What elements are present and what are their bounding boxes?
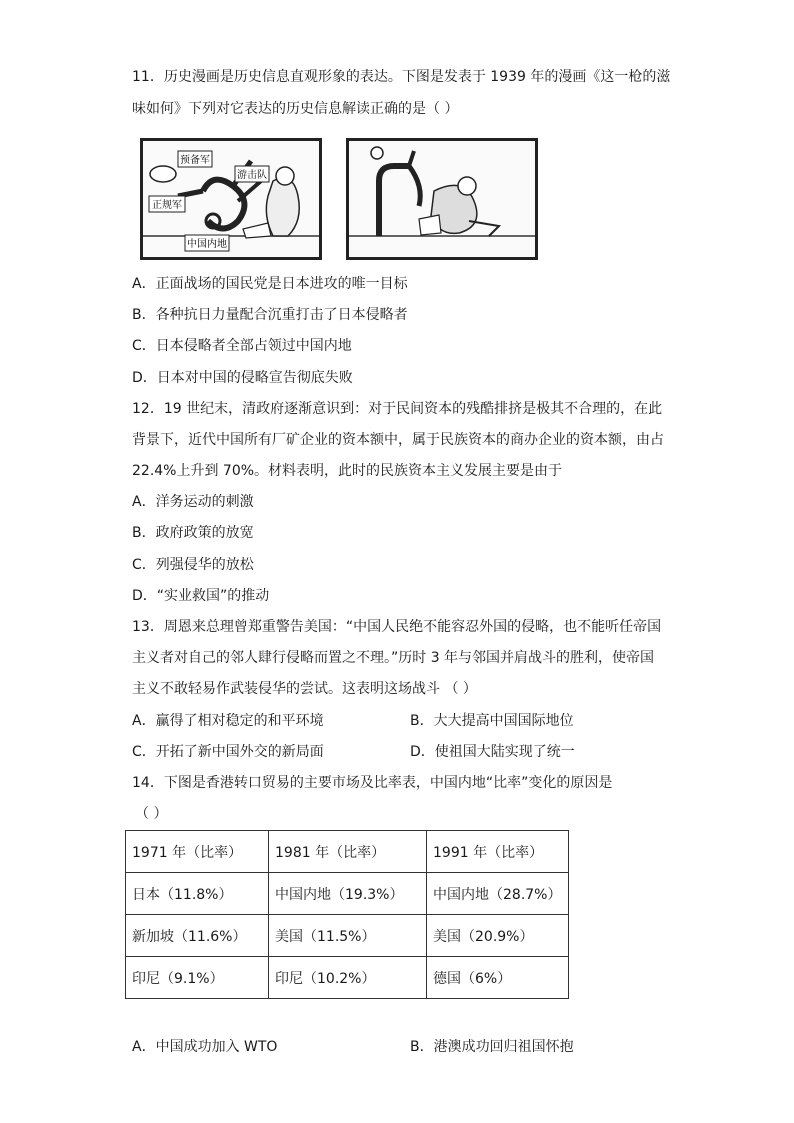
cartoon-drawing-left <box>143 141 319 257</box>
q13-option-c[interactable]: C．开拓了新中国外交的新局面 <box>132 744 324 760</box>
table-cell: 1991 年（比率） <box>427 831 569 873</box>
q14-stem-line2: （ ） <box>135 806 168 822</box>
table-cell: 1971 年（比率） <box>126 831 269 873</box>
q11-stem-line1: 11．历史漫画是历史信息直观形象的表达。下图是发表于 1939 年的漫画《这一枪的滋 <box>132 69 671 85</box>
table-cell: 1981 年（比率） <box>269 831 427 873</box>
q12-stem-line1: 12．19 世纪末，清政府逐渐意识到：对于民间资本的残酷排挤是极其不合理的，在此 <box>132 401 663 417</box>
q12-option-a[interactable]: A．洋务运动的刺激 <box>132 494 254 510</box>
q13-option-b[interactable]: B．大大提高中国国际地位 <box>410 713 574 729</box>
cartoon-panel-left <box>140 138 322 260</box>
svg-text:预备军: 预备军 <box>180 155 210 166</box>
table-cell: 德国（6%） <box>427 957 569 999</box>
cartoon-label-reserve <box>178 151 212 167</box>
table-cell: 印尼（10.2%） <box>269 957 427 999</box>
q12-option-d[interactable]: D．“实业救国”的推动 <box>132 588 270 604</box>
q13-option-d[interactable]: D．使祖国大陆实现了统一 <box>410 744 575 760</box>
q12-stem-line2: 背景下，近代中国所有厂矿企业的资本额中，属于民族资本的商办企业的资本额，由占 <box>132 432 664 448</box>
table-cell: 印尼（9.1%） <box>126 957 269 999</box>
cartoon-label-guerrilla <box>235 166 269 182</box>
table-cell: 日本（11.8%） <box>126 873 269 915</box>
q12-option-c[interactable]: C．列强侵华的放松 <box>132 557 254 573</box>
q11-option-b[interactable]: B．各种抗日力量配合沉重打击了日本侵略者 <box>132 307 408 323</box>
svg-text:游击队: 游击队 <box>237 170 267 181</box>
q12-stem-line3: 22.4%上升到 70%。材料表明，此时的民族资本主义发展主要是由于 <box>132 463 563 479</box>
q13-stem-line1: 13．周恩来总理曾郑重警告美国：“中国人民绝不能容忍外国的侵略，也不能听任帝国 <box>132 619 662 635</box>
q11-stem-line2: 味如何》下列对它表达的历史信息解读正确的是（ ） <box>132 101 459 117</box>
cartoon-label-regular <box>149 196 185 212</box>
table-cell: 新加坡（11.6%） <box>126 915 269 957</box>
q13-stem-line2: 主义者对自己的邻人肆行侵略而置之不理。”历时 3 年与邻国并肩战斗的胜利，使帝国 <box>132 650 655 666</box>
cartoon-label-interior <box>185 235 229 251</box>
q11-option-d[interactable]: D．日本对中国的侵略宣告彻底失败 <box>132 370 353 386</box>
q14-stem-line1: 14．下图是香港转口贸易的主要市场及比率表，中国内地“比率”变化的原因是 <box>132 775 613 791</box>
trade-table <box>125 830 569 999</box>
table-row <box>126 831 569 873</box>
table-cell: 美国（11.5%） <box>269 915 427 957</box>
q11-option-a[interactable]: A．正面战场的国民党是日本进攻的唯一目标 <box>132 276 408 292</box>
q12-option-b[interactable]: B．政府政策的放宽 <box>132 525 254 541</box>
cartoon-panel-right <box>346 138 538 260</box>
q13-stem-line3: 主义不敢轻易作武装侵华的尝试。这表明这场战斗 （ ） <box>132 681 477 697</box>
svg-text:正规军: 正规军 <box>152 200 182 211</box>
table-cell: 美国（20.9%） <box>427 915 569 957</box>
table-row <box>126 957 569 999</box>
table-row <box>126 915 569 957</box>
q14-option-b[interactable]: B．港澳成功回归祖国怀抱 <box>410 1039 574 1055</box>
q13-option-a[interactable]: A．赢得了相对稳定的和平环境 <box>132 713 324 729</box>
table-row <box>126 873 569 915</box>
q14-option-a[interactable]: A．中国成功加入 WTO <box>132 1039 278 1055</box>
table-cell: 中国内地（19.3%） <box>269 873 427 915</box>
cartoon-drawing-right <box>349 141 535 257</box>
svg-text:中国内地: 中国内地 <box>187 239 227 250</box>
q11-option-c[interactable]: C．日本侵略者全部占领过中国内地 <box>132 338 352 354</box>
table-cell: 中国内地（28.7%） <box>427 873 569 915</box>
